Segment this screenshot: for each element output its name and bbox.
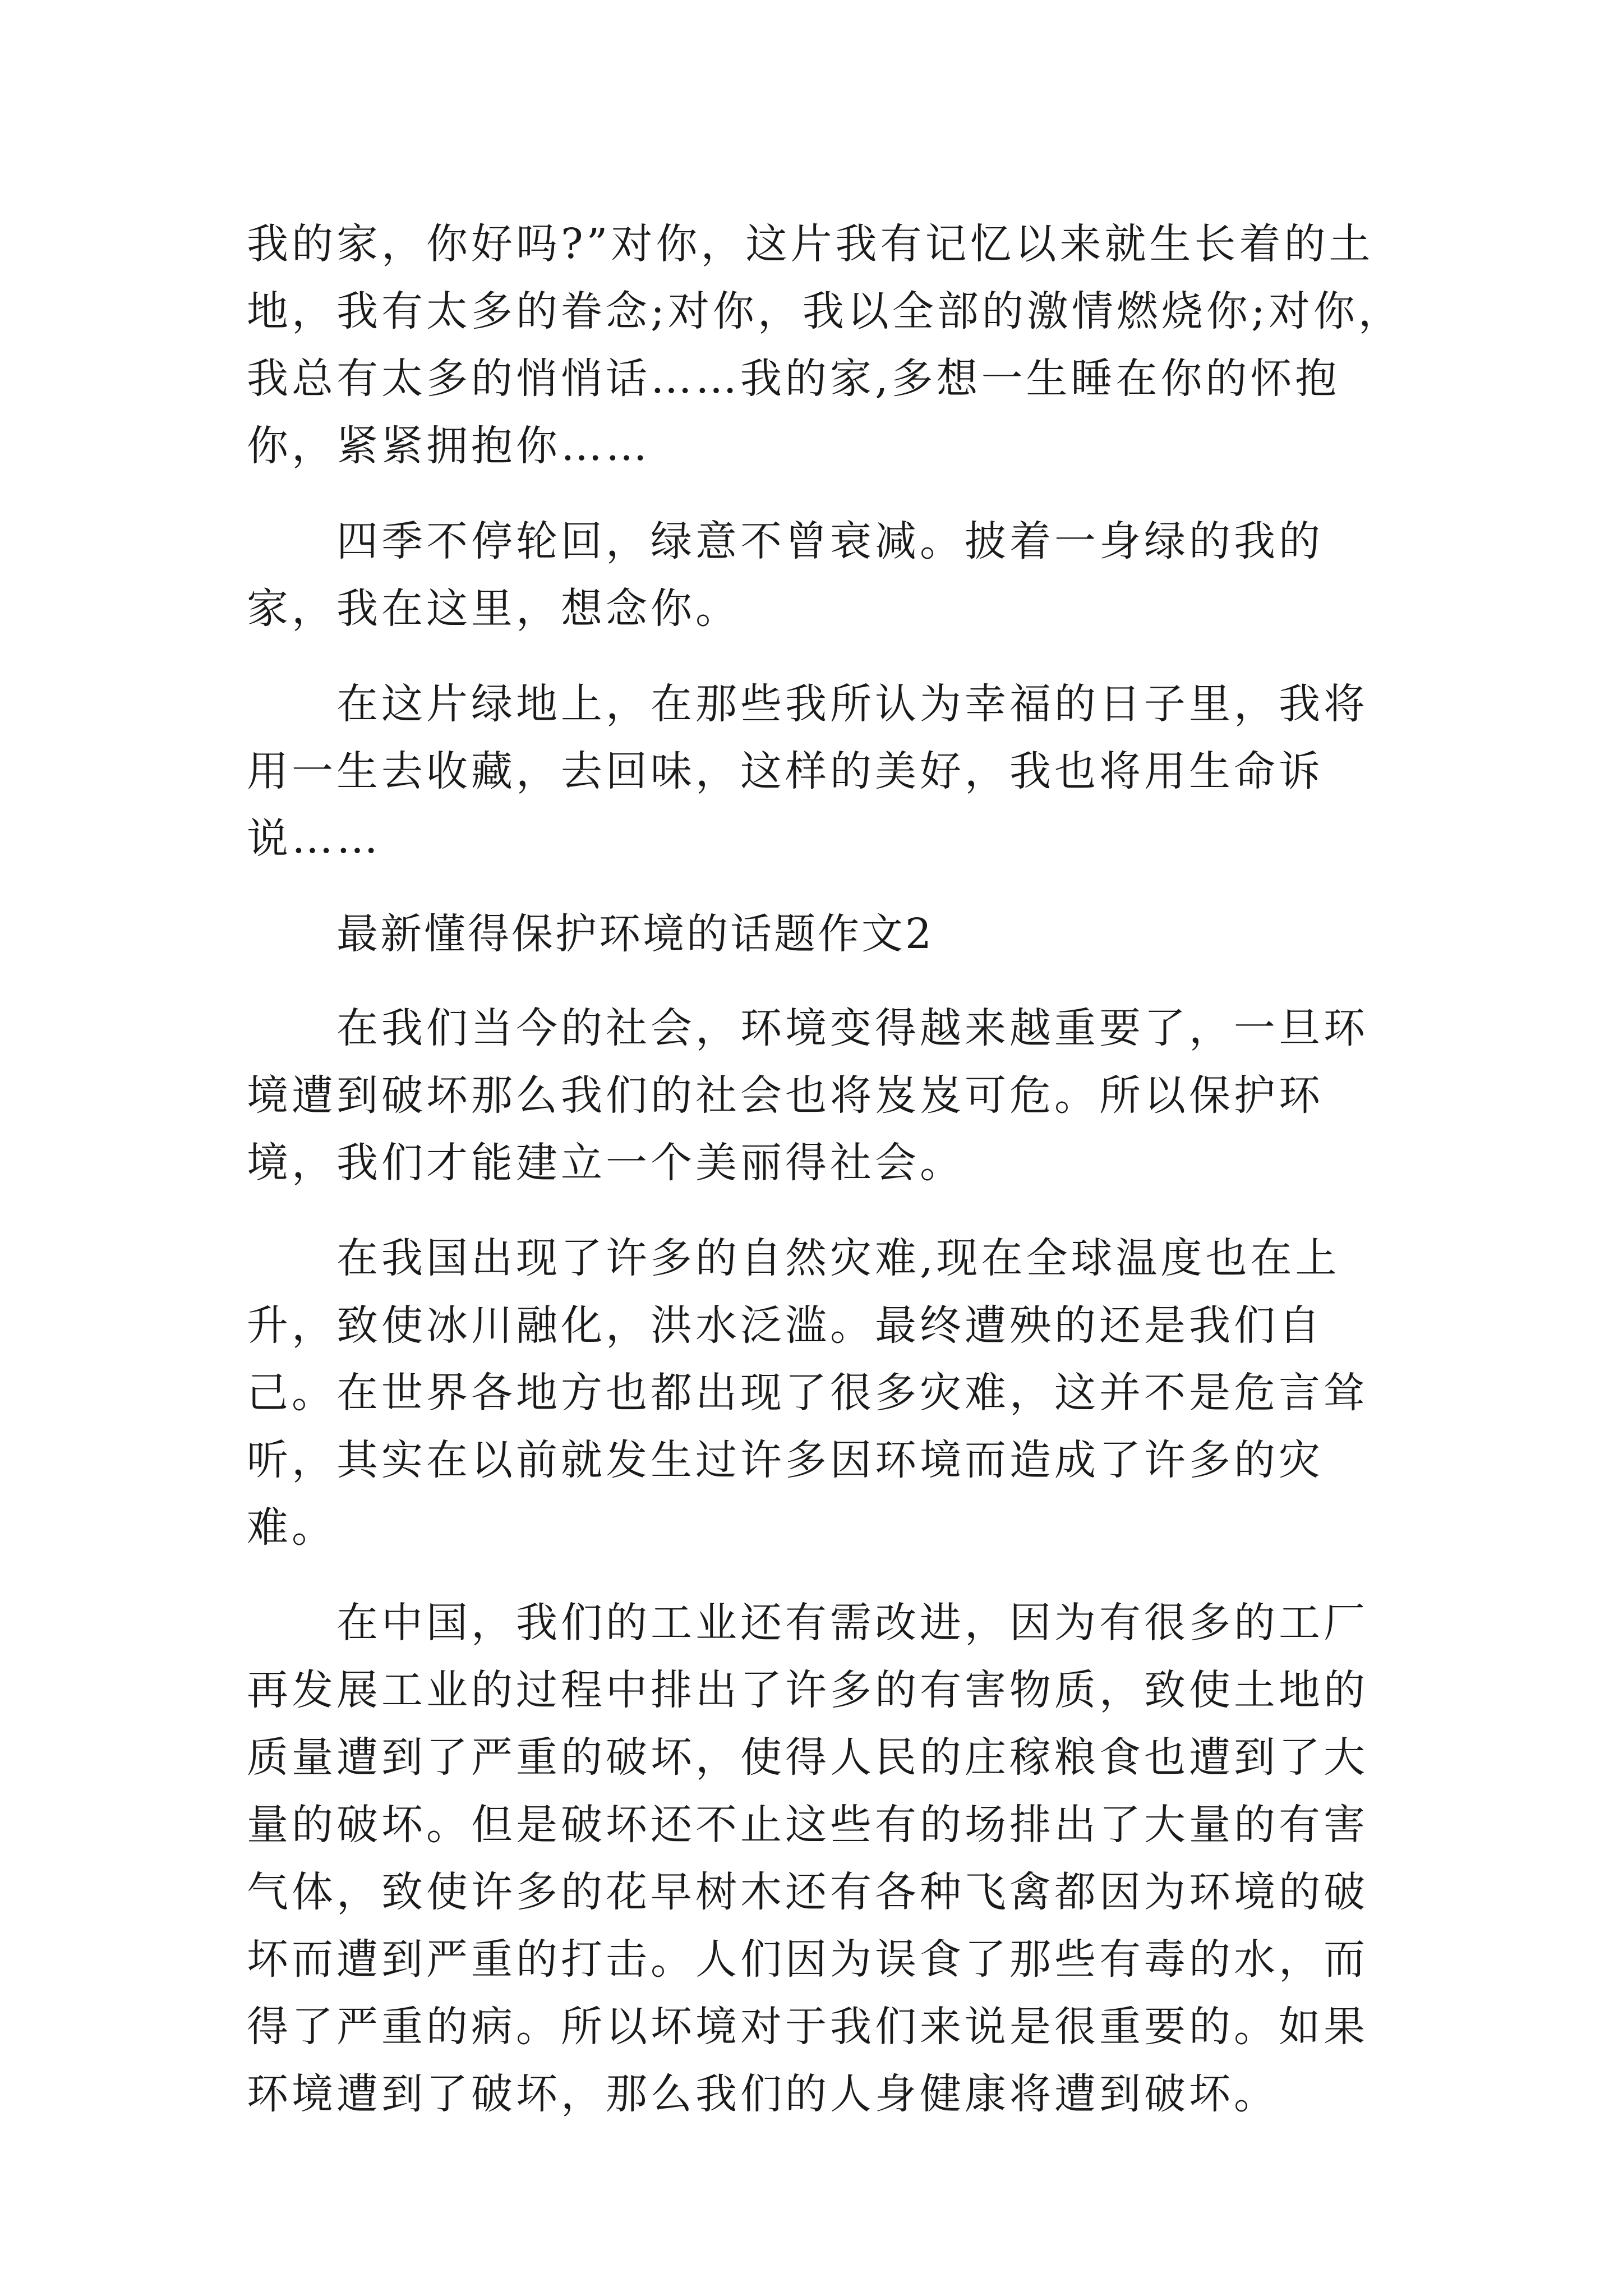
paragraph: 在我国出现了许多的自然灾难,现在全球温度也在上升，致使冰川融化，洪水泛滥。最终遭殃的还是我们自己。在世界各地方也都出现了很多灾难，这并不是危言耸听，其实在以前就发生过许多因环境而造成了许多的灾难。 <box>247 1234 1368 1552</box>
paragraph: 在我们当今的社会，环境变得越来越重要了，一旦环境遭到破坏那么我们的社会也将岌岌可危。所以保护环境，我们才能建立一个美丽得社会。 <box>247 1004 1368 1187</box>
paragraph: 四季不停轮回，绿意不曾衰减。披着一身绿的我的家，我在这里，想念你。 <box>247 517 1324 633</box>
paragraph-continuation: 我的家，你好吗?”对你，这片我有记忆以来就生长着的土地，我有太多的眷念;对你，我以全部的激情燃烧你;对你，我总有太多的悄悄话……我的家,多想一生睡在你的怀抱你，紧紧拥抱你…… <box>247 220 1403 470</box>
paragraph: 在这片绿地上，在那些我所认为幸福的日子里，我将用一生去收藏，去回味，这样的美好，我也将用生命诉说…… <box>247 680 1368 863</box>
document-body <box>247 210 1408 2156</box>
paragraph: 在中国，我们的工业还有需改进，因为有很多的工厂再发展工业的过程中排出了许多的有害物质，致使土地的质量遭到了严重的破坏，使得人民的庄稼粮食也遭到了大量的破坏。但是破坏还不止这些有的场排出了大量的有害气体，致使许多的花早树木还有各种飞禽都因为环境的破坏而遭到严重的打击。人们因为误食了那些有毒的水，而得了严重的病。所以坏境对于我们来说是很重要的。如果环境遭到了破坏，那么我们的人身健康将遭到破坏。 <box>247 1599 1368 2118</box>
section-heading: 最新懂得保护环境的话题作文2 <box>336 910 934 958</box>
